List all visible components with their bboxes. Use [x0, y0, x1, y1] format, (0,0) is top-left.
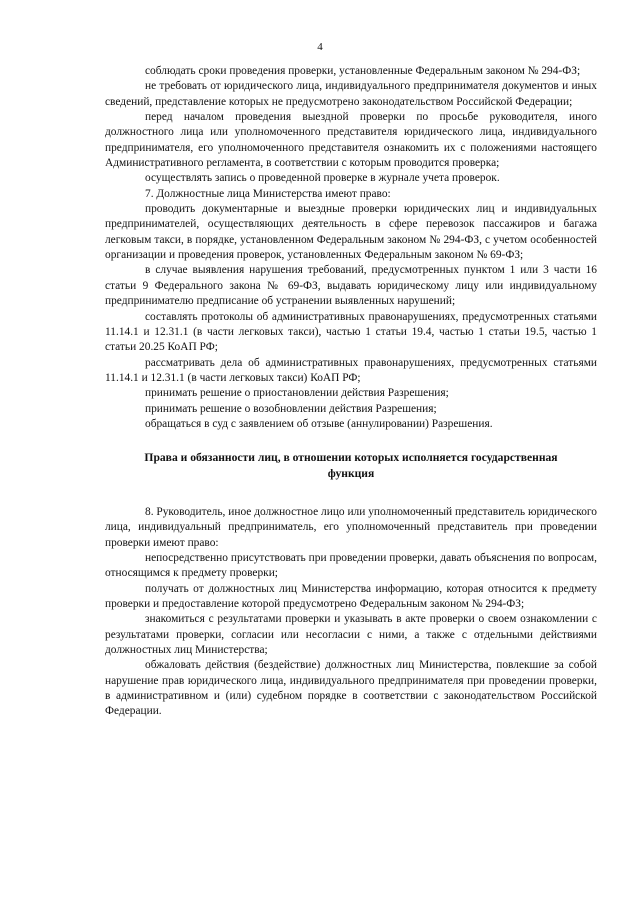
document-body [105, 64, 597, 720]
paragraph: в случае выявления нарушения требований, предусмотренных пунктом 1 или 3 части 16 статьи 9 Федерального закона № 69-ФЗ, выдавать юридическому лицу или индивидуальному предпринимателю предписание об устранении выявленных нарушений; [105, 264, 597, 308]
paragraph: проводить документарные и выездные проверки юридических лиц и индивидуальных предпринимателей, осуществляющих деятельность в сфере перевозок пассажиров и багажа легковым такси, в порядке, установленном Федеральным законом № 294-ФЗ, с учетом особенностей организации и проведения проверок, установленных Федеральным законом № 69-ФЗ; [105, 203, 597, 262]
paragraph: 7. Должностные лица Министерства имеют право: [145, 187, 391, 200]
paragraph: обжаловать действия (бездействие) должностных лиц Министерства, повлекшие за собой нарушение прав юридического лица, индивидуального предпринимателя при проведении проверки, в административном и (или) судебном порядке в соответствии с законодательством Российской Федерации. [105, 659, 597, 718]
paragraph: соблюдать сроки проведения проверки, установленные Федеральным законом № 294-ФЗ; [145, 65, 581, 77]
paragraph: принимать решение о возобновлении действия Разрешения; [145, 402, 437, 415]
section-heading: Права и обязанности лиц, в отношении которых исполняется государственная функция [144, 451, 558, 480]
paragraph: перед началом проведения выездной проверки по просьбе руководителя, иного должностного лица или уполномоченного представителя юридического лица, индивидуального предпринимателя, его уполномоченного представителя ознакомить их с положениями настоящего Административного регламента, в соответствии с которым проводится проверка; [105, 111, 597, 170]
paragraph: получать от должностных лиц Министерства информацию, которая относится к предмету проверки и предоставление которой предусмотрено Федеральным законом № 294-ФЗ; [105, 582, 597, 610]
paragraph: составлять протоколы об административных правонарушениях, предусмотренных статьями 11.14.1 и 12.31.1 (в части легковых такси), частью 1 статьи 19.4, частью 1 статьи 19.5, частью 1 статьи 20.25 КоАП РФ; [105, 310, 597, 354]
paragraph: непосредственно присутствовать при проведении проверки, давать объяснения по вопросам, относящимся к предмету проверки; [105, 551, 597, 580]
paragraph: осуществлять запись о проведенной проверке в журнале учета проверок. [145, 172, 500, 185]
paragraph: обращаться в суд с заявлением об отзыве (аннулировании) Разрешения. [145, 417, 493, 430]
page-number: 4 [317, 41, 323, 53]
paragraph: не требовать от юридического лица, индивидуального предпринимателя документов и иных сведений, представление которых не предусмотрено законодательством Российской Федерации; [105, 80, 597, 108]
paragraph: знакомиться с результатами проверки и указывать в акте проверки о своем ознакомлении с результатами проверки, согласии или несогласии с ними, а также с отдельными действиями должностных лиц Министерства; [105, 613, 597, 657]
paragraph: рассматривать дела об административных правонарушениях, предусмотренных статьями 11.14.1 и 12.31.1 (в части легковых такси) КоАП РФ; [105, 356, 597, 384]
paragraph: принимать решение о приостановлении действия Разрешения; [145, 387, 449, 400]
paragraph: 8. Руководитель, иное должностное лицо или уполномоченный представитель юридического лица, индивидуальный предприниматель, его уполномоченный представитель при проведении проверки имеют право: [105, 505, 597, 549]
